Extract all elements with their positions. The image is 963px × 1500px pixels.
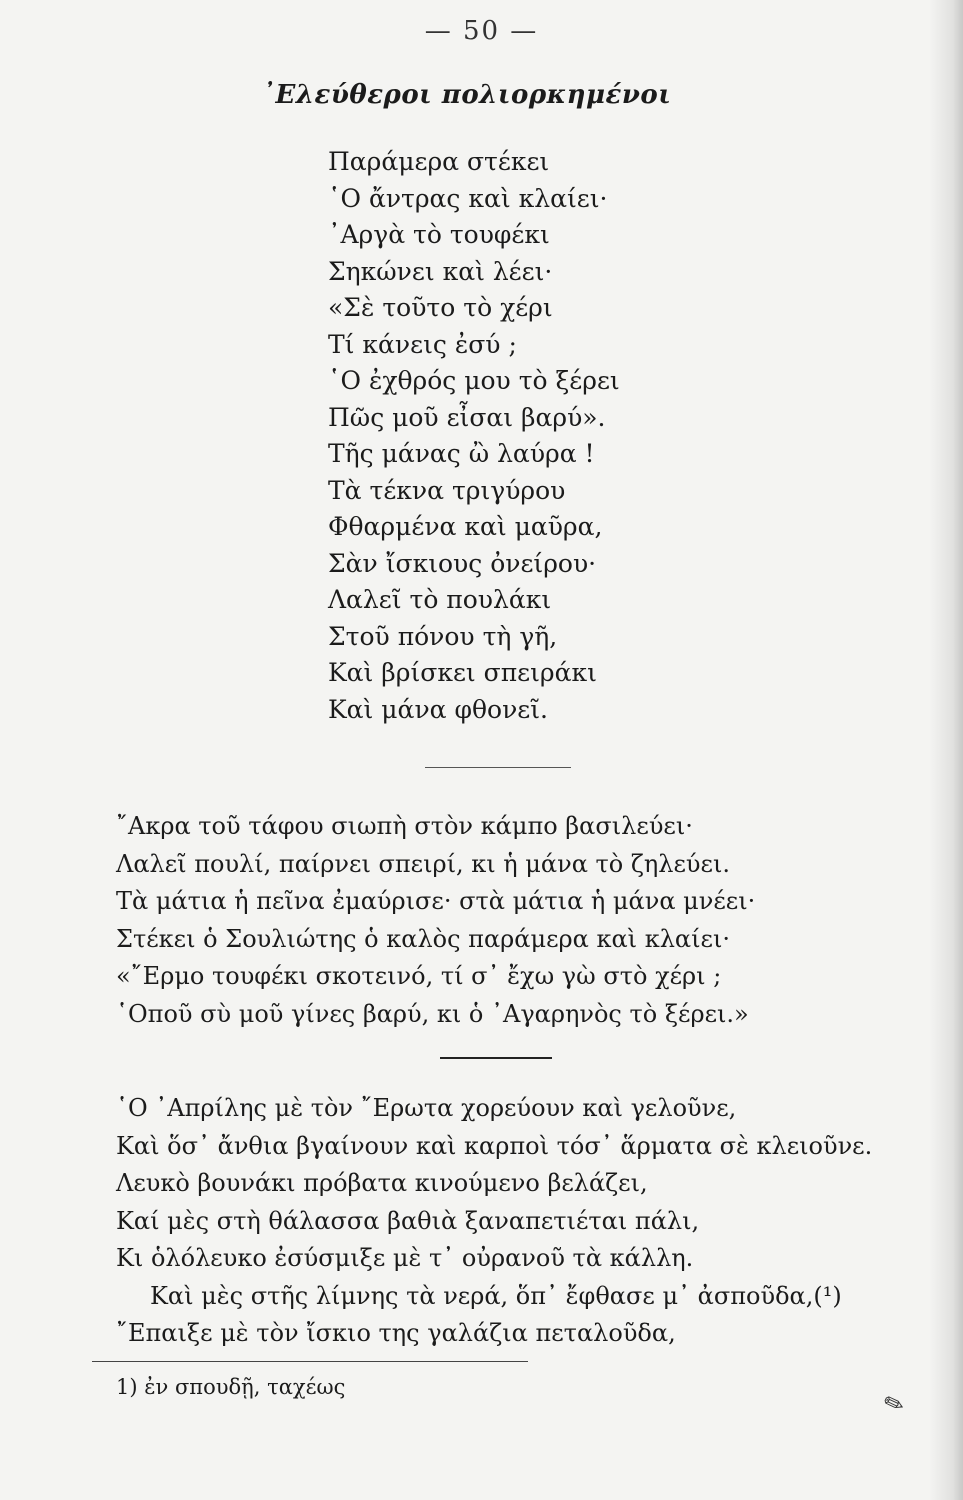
verse-line: Στέκει ὁ Σουλιώτης ὁ καλὸς παράμερα καὶ κλαίει· [116,924,730,953]
verse-line: ῾Ο ἄντρας καὶ κλαίει· [328,183,608,213]
footnote [116,1375,345,1399]
verse-line: Κι ὁλόλευκο ἐσύσμιξε μὲ τ᾿ οὐρανοῦ τὰ κάλλη. [116,1244,694,1272]
verse-line: «Σὲ τοῦτο τὸ χέρι [328,293,553,322]
poem-title: ᾿Ελεύθεροι πολιορκημένοι [262,80,672,110]
footnote-text: ἐν σπουδῇ, ταχέως [144,1375,346,1399]
verse-line: ᾿Αργὰ τὸ τουφέκι [328,220,550,249]
ink-speck: ✎ [879,1387,909,1421]
section-divider [440,1057,552,1059]
verse-line: Στοῦ πόνου τὴ γῆ, [328,621,558,651]
verse-line: Πῶς μοῦ εἶσαι βαρύ». [328,402,606,432]
verse-line: ῎Ακρα τοῦ τάφου σιωπὴ στὸν κάμπο βασιλεύει· [116,812,693,840]
verse-line: Καὶ ὅσ᾿ ἄνθια βγαίνουν καὶ καρποὶ τόσ᾿ ἅρματα σὲ κλειοῦνε. [116,1131,873,1160]
verse-line: Τὰ μάτια ἡ πεῖνα ἐμαύρισε· στὰ μάτια ἡ μάνα μνέει· [116,887,756,915]
verse-line: Φθαρμένα καὶ μαῦρα, [328,512,603,541]
verse-line: Τῆς μάνας ὢ λαύρα ! [328,439,595,468]
footnote-mark: 1) [116,1375,138,1399]
verse-line: Καὶ μὲς στῆς λίμνης τὰ νερά, ὅπ᾿ ἔφθασε μ᾿ ἀσποῦδα,(¹) [150,1281,842,1310]
verse-line: Σὰν ἴσκιους ὀνείρου· [328,548,597,578]
verse-line: Τί κάνεις ἐσύ ; [328,329,517,359]
verse-line: ῾Ο ἐχθρός μου τὸ ξέρει [328,366,620,395]
verse-line: Λευκὸ βουνάκι πρόβατα κινούμενο βελάζει, [116,1169,648,1197]
stanza-short-lines [328,144,620,728]
verse-line: ῎Επαιξε μὲ τὸν ἴσκιο της γαλάζια πεταλοῦδα, [116,1319,676,1347]
verse-line: ῾Οποῦ σὺ μοῦ γίνες βαρύ, κι ὁ ᾿Αγαρηνὸς τὸ ξέρει.» [116,999,749,1028]
verse-line: Παράμερα στέκει [328,147,550,176]
verse-line: Τὰ τέκνα τριγύρου [328,475,566,505]
stanza-april [116,1090,872,1353]
verse-line: Σηκώνει καὶ λέει· [328,256,553,286]
section-divider [425,767,571,768]
page-number: — 50 — [424,16,539,46]
verse-line: ῾Ο ᾿Απρίλης μὲ τὸν ῎Ερωτα χορεύουν καὶ γελοῦνε, [116,1094,737,1122]
page-edge-shadow [929,0,963,1500]
verse-line: Λαλεῖ τὸ πουλάκι [328,585,552,614]
footnote-rule [92,1361,528,1362]
verse-line: Λαλεῖ πουλί, παίρνει σπειρί, κι ἡ μάνα τὸ ζηλεύει. [116,849,730,878]
verse-line: «῎Ερμο τουφέκι σκοτεινό, τί σ᾿ ἔχω γὼ στὸ χέρι ; [116,962,722,990]
verse-line: Καὶ μάνα φθονεῖ. [328,694,548,724]
stanza-long-lines [116,808,755,1033]
verse-line: Καί μὲς στὴ θάλασσα βαθιὰ ξαναπετιέται πάλι, [116,1206,700,1235]
verse-line: Καὶ βρίσκει σπειράκι [328,658,597,687]
